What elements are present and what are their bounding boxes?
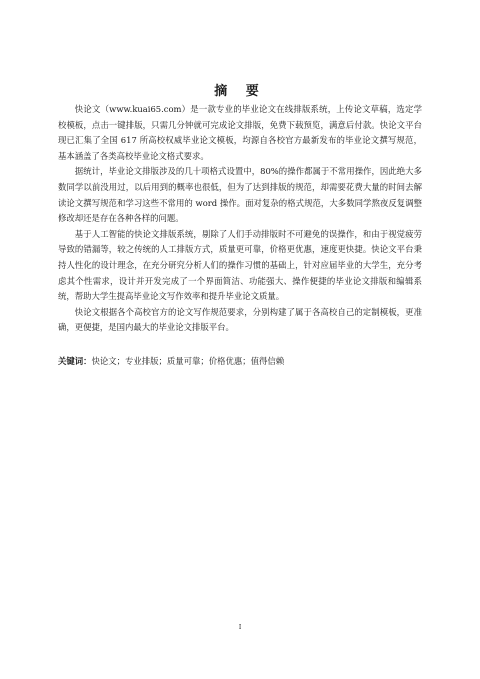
abstract-paragraph-1: 快论文（www.kuai65.com）是一款专业的毕业论文在线排版系统，上传论文草稿，选定学校模板，点击一键排版，只需几分钟就可完成论文排版，免费下载预览，满意后付款。快论文平台现已汇集了全国 617 所高校权威毕业论文模板，均源自各校官方最新发布的毕业论文撰写规范，基本涵盖了各类高校毕业论文格式要求。	[58, 104, 422, 161]
abstract-title: 摘 要	[214, 84, 266, 99]
keywords-line	[58, 354, 422, 370]
page-number: I	[238, 624, 242, 631]
abstract-paragraph-3: 基于人工智能的快论文排版系统，剔除了人们手动排版时不可避免的误操作，和由于视觉疲劳导致的错漏等，较之传统的人工排版方式，质量更可靠，价格更优惠，速度更快捷。快论文平台秉持人性化的设计理念，在充分研究分析人们的操作习惯的基础上，针对应届毕业的大学生，充分考虑其个性需求，设计并开发完成了一个界面简洁、功能强大、操作便捷的毕业论文排版和编辑系统，帮助大学生提高毕业论文写作效率和提升毕业论文质量。	[58, 228, 422, 302]
keywords-label: 关键词：	[58, 355, 92, 366]
keywords-text: 快论文；专业排版；质量可靠；价格优惠；值得信赖	[91, 355, 285, 366]
abstract-paragraph-2: 据统计，毕业论文排版涉及的几十项格式设置中，80%的操作都属于不常用操作，因此绝大多数同学以前没用过，以后用到的概率也很低，但为了达到排版的规范，却需要花费大量的时间去解读论文撰写规范和学习这些不常用的 word 操作。面对复杂的格式规范，大多数同学熬夜反复调整修改却还是存在各种各样的问题。	[58, 166, 422, 224]
abstract-paragraph-4: 快论文根据各个高校官方的论文写作规范要求，分别构建了属于各高校自己的定制模板，更准确，更便捷，是国内最大的毕业论文排版平台。	[58, 306, 422, 333]
abstract-body	[58, 102, 422, 370]
